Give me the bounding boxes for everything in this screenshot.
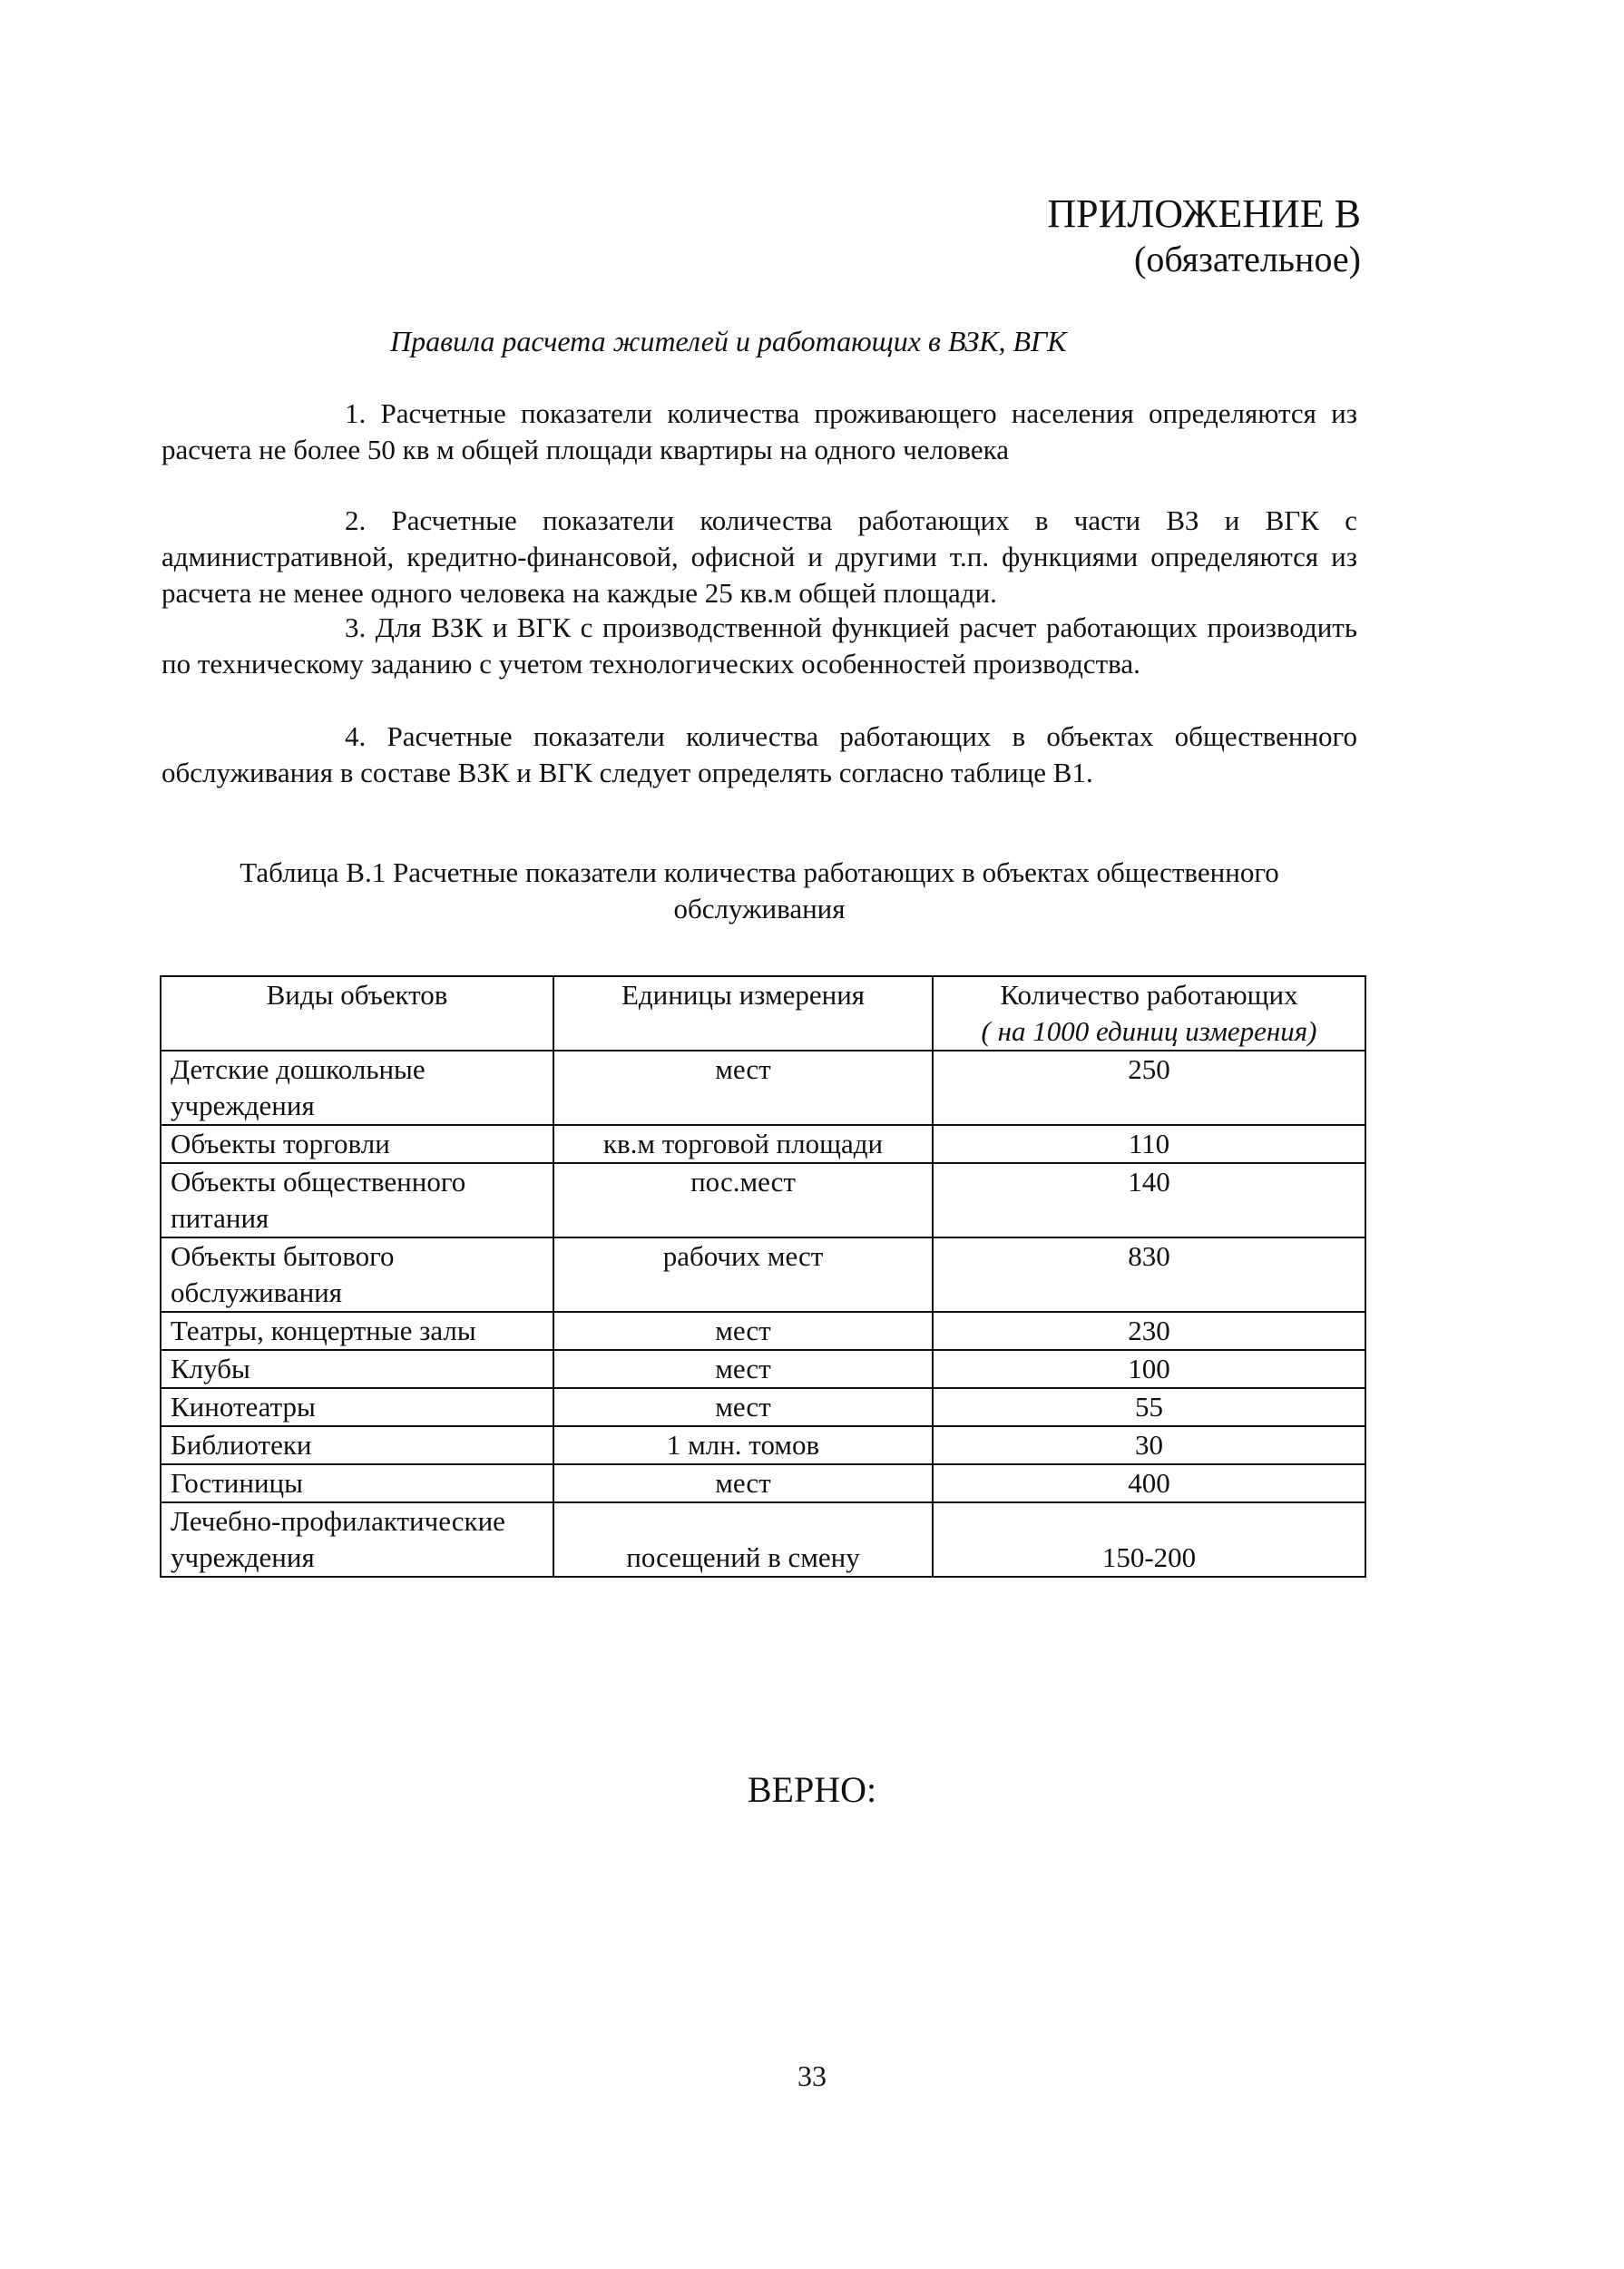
cell-count: 230 — [933, 1312, 1365, 1350]
cell-object-type: Гостиницы — [161, 1464, 553, 1502]
cell-unit: рабочих мест — [553, 1237, 933, 1312]
cell-object-type: Объекты бытового обслуживания — [161, 1237, 553, 1312]
cell-unit: мест — [553, 1051, 933, 1125]
cell-count: 30 — [933, 1426, 1365, 1464]
table-row — [161, 1051, 1365, 1125]
table-caption: Таблица В.1 Расчетные показатели количества работающих в объектах общественного обслуживания — [240, 856, 1279, 924]
table-header-row — [161, 976, 1365, 1051]
table-row — [161, 1464, 1365, 1502]
table-row — [161, 1502, 1365, 1577]
cell-object-type: Библиотеки — [161, 1426, 553, 1464]
cell-unit: мест — [553, 1388, 933, 1426]
table-row — [161, 1388, 1365, 1426]
cell-object-type: Детские дошкольные учреждения — [161, 1051, 553, 1125]
header-workers-count — [933, 976, 1365, 1051]
page-number: 33 — [797, 2059, 827, 2092]
cell-count: 400 — [933, 1464, 1365, 1502]
cell-unit: 1 млн. томов — [553, 1426, 933, 1464]
paragraph-2: 2. Расчетные показатели количества работающих в части ВЗ и ВГК с административной, кредитно-финансовой, офисной и другими т.п. функциями определяются из расчета не менее одного человека на каждые 25 кв.м общей площади. — [161, 504, 1357, 609]
cell-unit: посещений в смену — [553, 1502, 933, 1577]
cell-count: 140 — [933, 1163, 1365, 1237]
cell-unit: кв.м торговой площади — [553, 1125, 933, 1163]
appendix-status: (обязательное) — [1134, 239, 1361, 279]
table-row — [161, 1312, 1365, 1350]
table-row — [161, 1350, 1365, 1388]
cell-object-type: Объекты торговли — [161, 1125, 553, 1163]
paragraph-3: 3. Для ВЗК и ВГК с производственной функцией расчет работающих производить по техническому заданию с учетом технологических особенностей производства. — [161, 611, 1357, 680]
paragraph-4: 4. Расчетные показатели количества работающих в объектах общественного обслуживания в составе ВЗК и ВГК следует определять согласно таблице В1. — [161, 720, 1357, 788]
paragraph-1: 1. Расчетные показатели количества проживающего населения определяются из расчета не более 50 кв м общей площади квартиры на одного человека — [161, 397, 1357, 465]
cell-object-type: Объекты общественного питания — [161, 1163, 553, 1237]
cell-object-type: Клубы — [161, 1350, 553, 1388]
cell-count: 110 — [933, 1125, 1365, 1163]
appendix-title: ПРИЛОЖЕНИЕ В — [1047, 191, 1361, 236]
rules-title: Правила расчета жителей и работающих в ВЗК, ВГК — [390, 325, 1067, 357]
cell-count: 830 — [933, 1237, 1365, 1312]
cell-object-type: Театры, концертные залы — [161, 1312, 553, 1350]
cell-unit: пос.мест — [553, 1163, 933, 1237]
cell-unit: мест — [553, 1312, 933, 1350]
workers-table — [160, 975, 1366, 1578]
cell-count: 100 — [933, 1350, 1365, 1388]
header-workers-count-label: Количество работающих — [1000, 979, 1298, 1011]
cell-count: 250 — [933, 1051, 1365, 1125]
header-object-types: Виды объектов — [161, 976, 553, 1051]
cell-count: 150-200 — [933, 1502, 1365, 1577]
header-workers-count-note: ( на 1000 единиц измерения) — [981, 1015, 1317, 1047]
cell-unit: мест — [553, 1464, 933, 1502]
table-row — [161, 1163, 1365, 1237]
table-row — [161, 1237, 1365, 1312]
cell-object-type: Лечебно-профилактические учреждения — [161, 1502, 553, 1577]
table-row — [161, 1125, 1365, 1163]
header-units: Единицы измерения — [553, 976, 933, 1051]
cell-count: 55 — [933, 1388, 1365, 1426]
verno-certification: ВЕРНО: — [747, 1769, 877, 1810]
table-row — [161, 1426, 1365, 1464]
cell-object-type: Кинотеатры — [161, 1388, 553, 1426]
cell-unit: мест — [553, 1350, 933, 1388]
